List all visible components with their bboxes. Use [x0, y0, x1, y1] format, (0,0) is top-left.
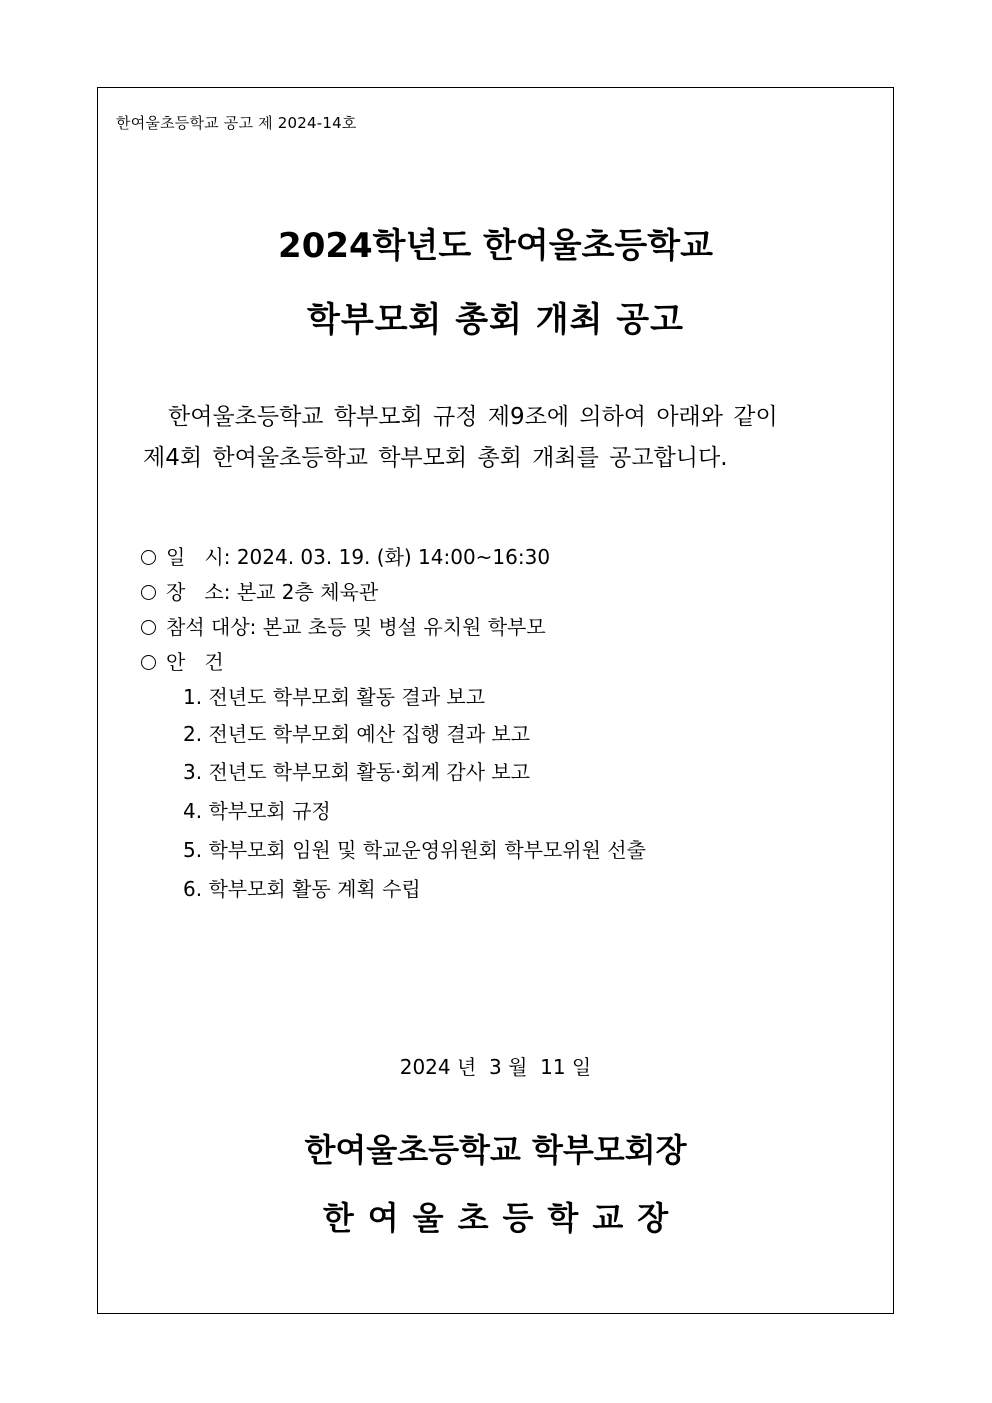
- detail-label: 일 시:: [166, 545, 231, 569]
- circle-bullet-icon: [141, 620, 156, 635]
- detail-item-attendees: [141, 611, 546, 640]
- agenda-item: 5. 학부모회 임원 및 학교운영위원회 학부모위원 선출: [183, 838, 646, 862]
- agenda-item: 6. 학부모회 활동 계획 수립: [183, 877, 421, 901]
- circle-bullet-icon: [141, 550, 156, 565]
- detail-item-agenda: [141, 646, 224, 675]
- notice-date: 2024 년 3 월 11 일: [399, 1055, 592, 1079]
- detail-value: 2024. 03. 19. (화) 14:00~16:30: [236, 545, 551, 569]
- intro-paragraph-line-2: 제4회 한여울초등학교 학부모회 총회 개최를 공고합니다.: [143, 445, 728, 471]
- agenda-item: 4. 학부모회 규정: [183, 799, 331, 823]
- detail-label: 안 건: [166, 650, 224, 674]
- intro-paragraph-line-1: 한여울초등학교 학부모회 규정 제9조에 의하여 아래와 같이: [168, 404, 778, 430]
- detail-value: 본교 초등 및 병설 유치원 학부모: [262, 615, 546, 639]
- agenda-item: 1. 전년도 학부모회 활동 결과 보고: [183, 685, 486, 709]
- detail-item-datetime: [141, 541, 550, 570]
- circle-bullet-icon: [141, 655, 156, 670]
- document-title-line-1: 2024학년도 한여울초등학교: [278, 226, 713, 266]
- detail-label: 참석 대상:: [166, 615, 257, 639]
- agenda-item: 3. 전년도 학부모회 활동·회계 감사 보고: [183, 760, 531, 784]
- signature-school-principal: 한여울초등학교장: [322, 1199, 683, 1237]
- signature-parent-association-president: 한여울초등학교 학부모회장: [304, 1131, 687, 1169]
- notice-number: 한여울초등학교 공고 제 2024-14호: [116, 114, 357, 132]
- agenda-item: 2. 전년도 학부모회 예산 집행 결과 보고: [183, 722, 531, 746]
- document-title-line-2: 학부모회 총회 개최 공고: [307, 300, 684, 340]
- detail-value: 본교 2층 체육관: [236, 580, 379, 604]
- detail-label: 장 소:: [166, 580, 231, 604]
- detail-item-location: [141, 576, 378, 605]
- circle-bullet-icon: [141, 585, 156, 600]
